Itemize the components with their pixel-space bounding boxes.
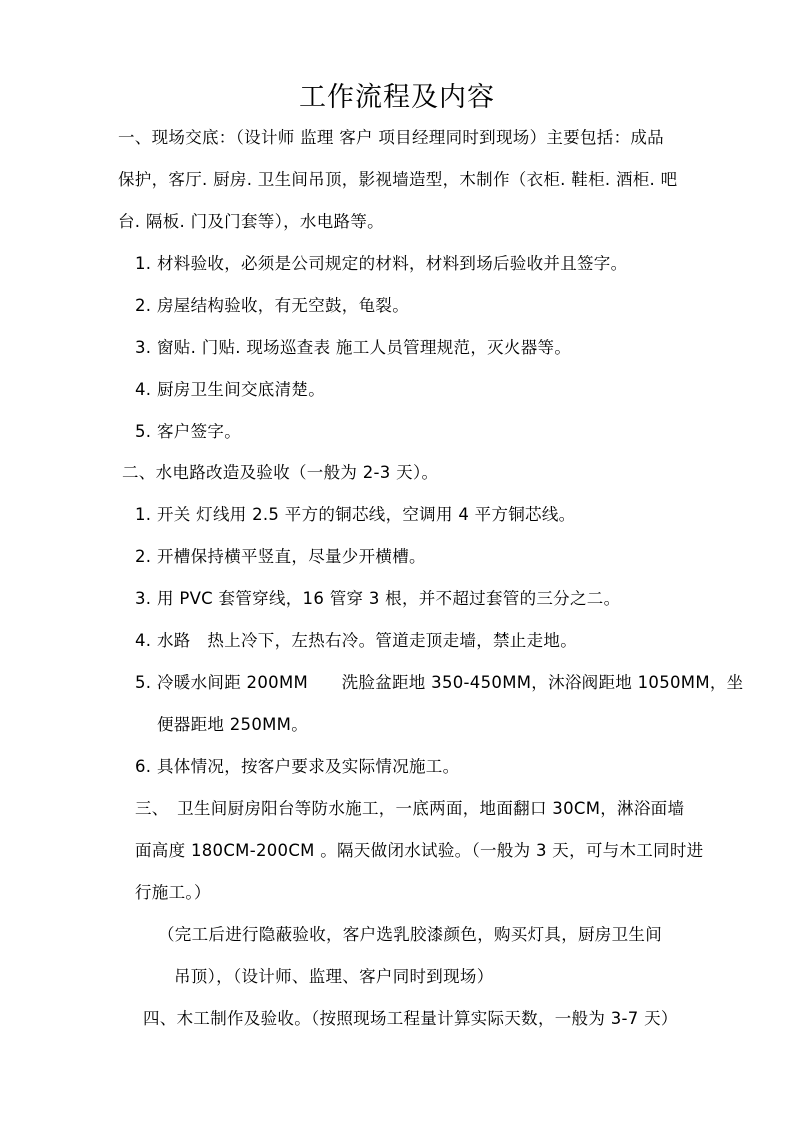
list-item-continuation [135,713,308,737]
list-item-text: 客户签字。 [157,422,241,441]
list-item-text: 便器距地 250MM。 [157,715,309,734]
list-item-number: 5. [135,422,152,441]
list-item [135,587,620,611]
list-item [135,503,575,527]
section1-intro-line1: 一、现场交底：（设计师 监理 客户 项目经理同时到现场）主要包括：成品 [118,128,664,147]
list-item-text: 具体情况，按客户要求及实际情况施工。 [157,757,460,776]
section3-note-line2: 吊顶），（设计师、监理、客户同时到现场） [174,967,494,986]
section3-line2: 面高度 180CM-200CM 。隔天做闭水试验。（一般为 3 天，可与木工同时进 [135,841,704,860]
section3-note-line1: （完工后进行隐蔽验收，客户选乳胶漆颜色，购买灯具，厨房卫生间 [158,925,662,944]
list-item [135,252,627,276]
list-item [135,671,743,695]
list-item-text: 冷暖水间距 200MM 洗脸盆距地 350-450MM，沐浴阀距地 1050MM，坐 [157,673,744,692]
list-item-number: 4. [135,631,152,650]
list-item-number: 2. [135,547,152,566]
list-item-number: 2. [135,296,152,315]
list-item-number: 4. [135,380,152,399]
list-item-number: 1. [135,254,152,273]
list-item [135,420,241,444]
list-item-text: 用 PVC 套管穿线，16 管穿 3 根，并不超过套管的三分之二。 [157,589,621,608]
list-item-text: 材料验收，必须是公司规定的材料，材料到场后验收并且签字。 [157,254,628,273]
section4-heading: 四、木工制作及验收。（按照现场工程量计算实际天数，一般为 3-7 天） [143,1009,678,1028]
list-item-text: 厨房卫生间交底清楚。 [157,380,325,399]
section2-heading: 二、水电路改造及验收（一般为 2-3 天）。 [122,463,439,482]
list-item [135,294,409,318]
section3-line3: 行施工。） [135,883,211,902]
list-item [135,378,325,402]
list-item-text: 开关 灯线用 2.5 平方的铜芯线，空调用 4 平方铜芯线。 [157,505,576,524]
list-item-text: 窗贴. 门贴. 现场巡查表 施工人员管理规范，灭火器等。 [157,338,572,357]
list-item-number: 6. [135,757,152,776]
list-item-text: 开槽保持横平竖直，尽量少开横槽。 [157,547,426,566]
list-item [135,545,426,569]
section1-intro-line2: 保护，客厅. 厨房. 卫生间吊顶，影视墙造型，木制作（衣柜. 鞋柜. 酒柜. 吧 [118,170,678,189]
list-item-number: 3. [135,338,152,357]
list-item-text: 水路 热上冷下，左热右冷。管道走顶走墙，禁止走地。 [157,631,577,650]
section3-line1: 三、 卫生间厨房阳台等防水施工，一底两面，地面翻口 30CM，淋浴面墙 [135,799,685,818]
list-item-number: 3. [135,589,152,608]
list-item [135,755,459,779]
list-item [135,629,577,653]
section1-intro-line3: 台. 隔板. 门及门套等），水电路等。 [118,212,384,231]
list-item [135,336,571,360]
list-item-number: 5. [135,673,152,692]
list-item-number: 1. [135,505,152,524]
list-item-text: 房屋结构验收，有无空鼓，龟裂。 [157,296,409,315]
page-title: 工作流程及内容 [299,82,495,113]
